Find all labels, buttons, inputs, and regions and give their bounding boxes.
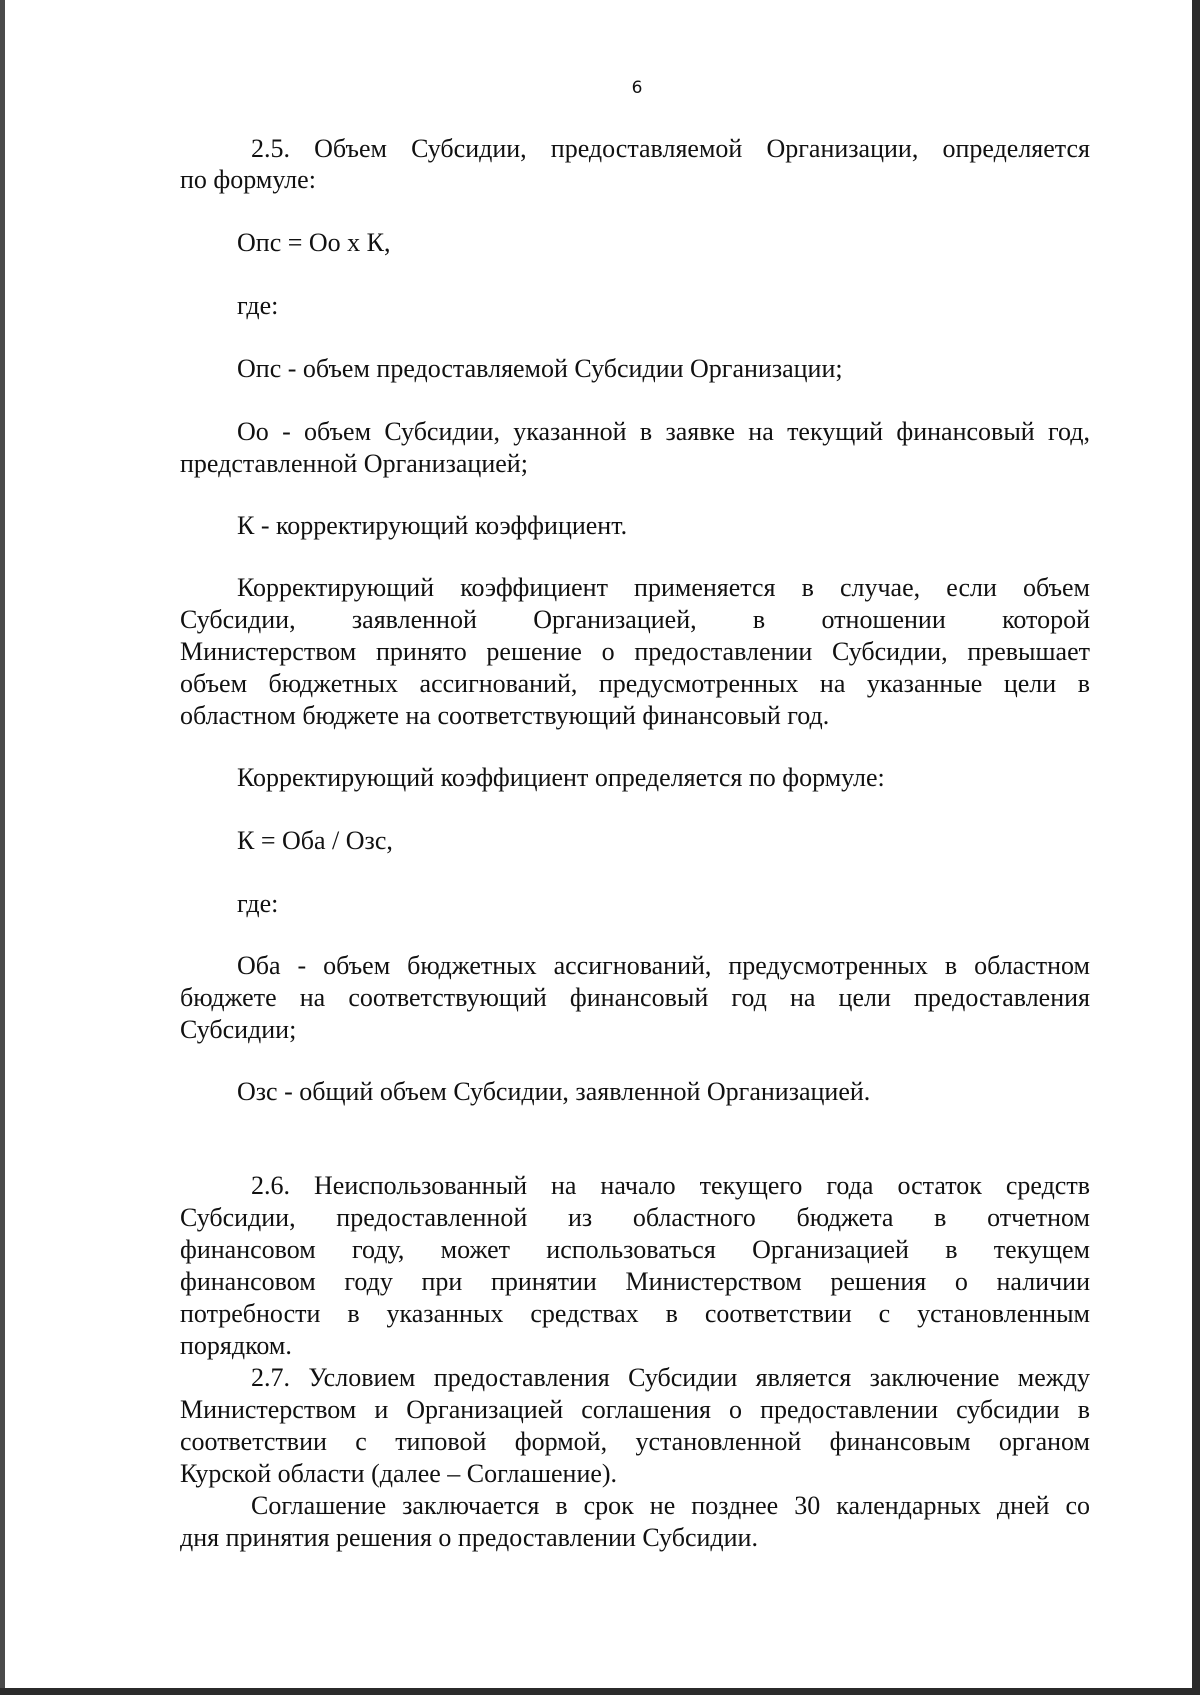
definition-line: бюджете на соответствующий финансовый год на цели предоставления [180,983,1090,1012]
definition-line: Оба - объем бюджетных ассигнований, предусмотренных в областном [237,951,1090,980]
paragraph-line: Министерством принято решение о предоставлении Субсидии, превышает [180,637,1090,666]
paragraph-line: областном бюджете на соответствующий финансовый год. [180,701,830,730]
paragraph-line: 2.7. Условием предоставления Субсидии является заключение между [251,1363,1090,1392]
paragraph-line: где: [237,889,279,918]
formula-line: К = Оба / Озс, [237,826,393,855]
definition-line: Оо - объем Субсидии, указанной в заявке на текущий финансовый год, [237,417,1090,446]
paragraph-line: где: [237,291,279,320]
paragraph-line: Министерством и Организацией соглашения о предоставлении субсидии в [180,1395,1090,1424]
paragraph-line: Корректирующий коэффициент определяется по формуле: [237,763,885,792]
definition-line: представленной Организацией; [180,449,528,478]
scan-left-edge [0,0,5,1695]
formula-line: Опс = Оо х К, [237,228,391,257]
definition-line: Субсидии; [180,1015,297,1044]
paragraph-line: Корректирующий коэффициент применяется в случае, если объем [237,573,1090,602]
paragraph-line: Субсидии, заявленной Организацией, в отношении которой [180,605,1090,634]
paragraph-line: по формуле: [180,165,316,194]
scan-bottom-edge [0,1688,1200,1695]
definition-line: Озс - общий объем Субсидии, заявленной Организацией. [237,1077,871,1106]
page-number: 6 [631,78,643,98]
paragraph-line: порядком. [180,1331,292,1360]
paragraph-line: соответствии с типовой формой, установленной финансовым органом [180,1427,1090,1456]
paragraph-line: 2.5. Объем Субсидии, предоставляемой Организации, определяется [251,134,1090,163]
paragraph-line: 2.6. Неиспользованный на начало текущего года остаток средств [251,1171,1090,1200]
paragraph-line: Курской области (далее – Соглашение). [180,1459,618,1488]
scan-right-edge [1192,0,1200,1695]
definition-line: К - корректирующий коэффициент. [237,511,628,540]
paragraph-line: потребности в указанных средствах в соответствии с установленным [180,1299,1090,1328]
paragraph-line: объем бюджетных ассигнований, предусмотренных на указанные цели в [180,669,1090,698]
paragraph-line: Субсидии, предоставленной из областного бюджета в отчетном [180,1203,1090,1232]
paragraph-line: финансовом году при принятии Министерством решения о наличии [180,1267,1090,1296]
paragraph-line: финансовом году, может использоваться Организацией в текущем [180,1235,1090,1264]
paragraph-line: дня принятия решения о предоставлении Субсидии. [180,1523,758,1552]
paragraph-line: Соглашение заключается в срок не позднее 30 календарных дней со [251,1491,1090,1520]
definition-line: Опс - объем предоставляемой Субсидии Организации; [237,354,843,383]
